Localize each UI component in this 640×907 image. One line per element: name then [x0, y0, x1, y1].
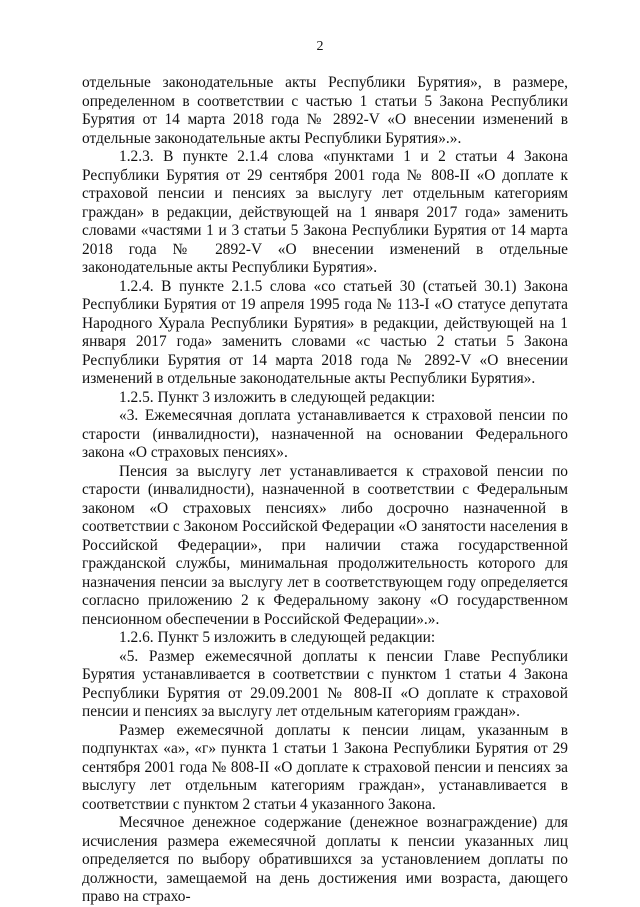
page-number: 2	[316, 39, 324, 54]
document-body	[82, 74, 568, 907]
paragraph-6: Пенсия за выслугу лет устанавливается к страховой пенсии по старости (инвалидности), назначенной в соответствии с Федеральным законом «О страховых пенсиях» либо досрочно назначенной в соответствии с Законом Российской Федерации «О занятости населения в Российской Федерации», при наличии стажа государственной гражданской службы, минимальная продолжительность которого для назначения пенсии за выслугу лет в соответствующем году определяется согласно приложению 2 к Федеральному закону «О государственном пенсионном обеспечении в Российской Федерации».».	[82, 462, 568, 628]
paragraph-8: «5. Размер ежемесячной доплаты к пенсии Главе Республики Бурятия устанавливается в соответствии с пунктом 1 статьи 4 Закона Республики Бурятия от 29.09.2001 № 808-II «О доплате к страховой пенсии и пенсиях за выслугу лет отдельным категориям граждан».	[82, 647, 568, 720]
paragraph-3: 1.2.4. В пункте 2.1.5 слова «со статьей 30 (статьей 30.1) Закона Республики Бурятия от 19 апреля 1995 года № 113-I «О статусе депутата Народного Хурала Республики Бурятия» в редакции, действующей на 1 января 2017 года» заменить словами «с частью 2 статьи 5 Закона Республики Бурятия от 14 марта 2018 года № 2892-V «О внесении изменений в отдельные законодательные акты Республики Бурятия».	[82, 277, 568, 387]
paragraph-2: 1.2.3. В пункте 2.1.4 слова «пунктами 1 и 2 статьи 4 Закона Республики Бурятия от 29 сентября 2001 года № 808-II «О доплате к страховой пенсии и пенсиях за выслугу лет отдельным категориям граждан» в редакции, действующей на 1 января 2017 года» заменить словами «частями 1 и 3 статьи 5 Закона Республики Бурятия от 14 марта 2018 года № 2892-V «О внесении изменений в отдельные законодательные акты Республики Бурятия».	[82, 148, 568, 276]
paragraph-5: «3. Ежемесячная доплата устанавливается к страховой пенсии по старости (инвалидности), назначенной на основании Федерального закона «О страховых пенсиях».	[82, 407, 568, 461]
paragraph-4: 1.2.5. Пункт 3 изложить в следующей редакции:	[119, 388, 436, 406]
paragraph-1: отдельные законодательные акты Республики Бурятия», в размере, определенном в соответствии с частью 1 статьи 5 Закона Республики Бурятия от 14 марта 2018 года № 2892-V «О внесении изменений в отдельные законодательные акты Республики Бурятия».».	[82, 74, 568, 147]
paragraph-7: 1.2.6. Пункт 5 изложить в следующей редакции:	[119, 629, 436, 646]
paragraph-9: Размер ежемесячной доплаты к пенсии лицам, указанным в подпунктах «а», «г» пункта 1 статьи 1 Закона Республики Бурятия от 29 сентября 2001 года № 808-II «О доплате к страховой пенсии и пенсиях за выслугу лет отдельным категориям граждан», устанавливается в соответствии с пунктом 2 статьи 4 указанного Закона.	[82, 721, 568, 813]
paragraph-10: Месячное денежное содержание (денежное вознаграждение) для исчисления размера ежемесячной доплаты к пенсии указанных лиц определяется по выбору обратившихся за установлением доплаты по должности, замещаемой на день достижения ими возраста, дающего право на страхо-	[82, 814, 568, 905]
